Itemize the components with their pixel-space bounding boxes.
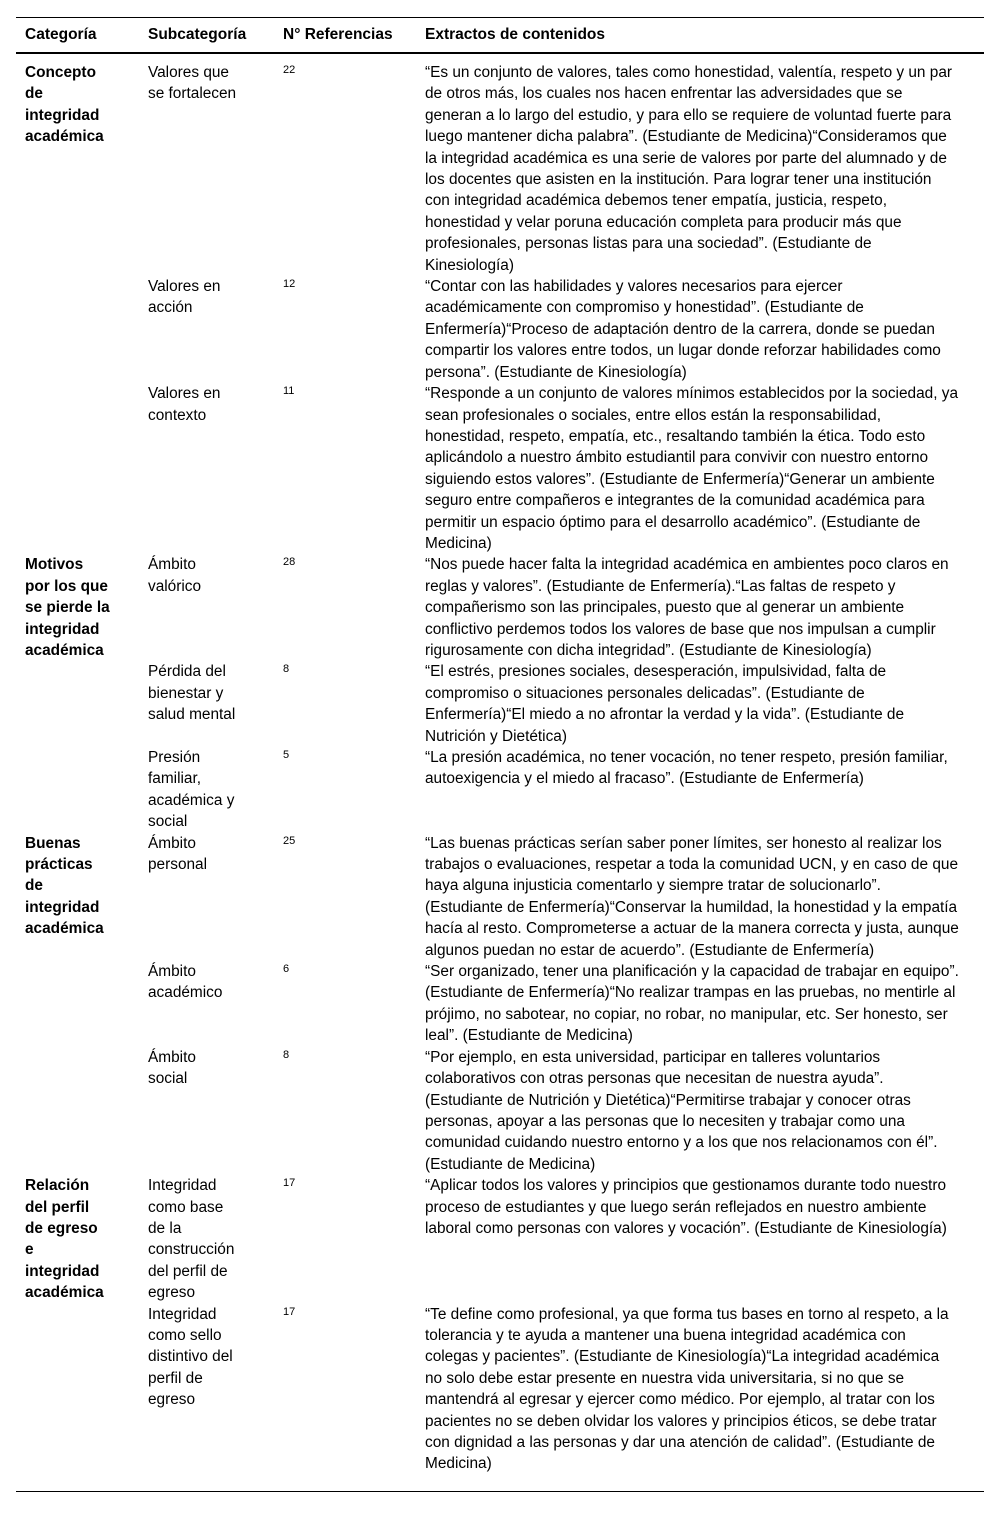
category-cell: Buenas prácticas de integridad académica bbox=[25, 834, 104, 938]
category-cell bbox=[16, 961, 148, 1047]
references-cell bbox=[283, 383, 425, 554]
references-cell bbox=[283, 661, 425, 747]
subcategory-cell: Ámbito valórico bbox=[148, 556, 202, 595]
table-row bbox=[16, 833, 984, 961]
subcategory-cell: Valores en acción bbox=[148, 278, 221, 317]
references-cell bbox=[283, 276, 425, 383]
table-header bbox=[16, 18, 984, 54]
category-cell bbox=[16, 276, 148, 383]
subcategory-cell: Ámbito académico bbox=[148, 963, 223, 1002]
extract-cell: “Te define como profesional, ya que forma tus bases en torno al respeto, a la tolerancia y te ayuda a mantener una buena integridad académica con colegas y pacientes”. (Estudiante de Kinesiología)“La integridad académica no solo debe estar presente en nuestra vida universitaria, si no que se mantendrá al egresar y ejercer como médico. Por ejemplo, al tratar con los pacientes no se deben olvidar los valores y principios éticos, se debe tratar con dignidad a las personas y dar una atención de calidad”. (Estudiante de Medicina) bbox=[425, 1305, 949, 1473]
subcategory-cell: Integridad como base de la construcción del perfil de egreso bbox=[148, 1177, 235, 1302]
reference-count: 11 bbox=[283, 385, 295, 398]
reference-count: 5 bbox=[283, 749, 290, 761]
col-header-extractos: Extractos de contenidos bbox=[425, 18, 984, 54]
col-header-referencias: N° Referencias bbox=[283, 18, 425, 54]
references-cell bbox=[283, 1047, 425, 1175]
extract-cell: “Nos puede hacer falta la integridad académica en ambientes poco claros en reglas y valores”. (Estudiante de Enfermería).“Las faltas de respeto y compañerismo son las principales, puesto que al generar un ambiente conflictivo perdemos todos los valores de base que nos impulsan a cumplir rigurosamente con dicha integridad”. (Estudiante de Kinesiología) bbox=[425, 556, 949, 659]
extract-cell: “Responde a un conjunto de valores mínimos establecidos por la sociedad, ya sean profesionales o sociales, entre ellos están la responsabilidad, honestidad, respeto, empatía, etc., resaltando también la ética. Todo esto aplicándolo a nuestro ámbito estudiantil para convivir con nuestro entorno siguiendo estos valores”. (Estudiante de Enfermería)“Generar un ambiente seguro entre compañeros e integrantes de la comunidad académica para permitir un espacio óptimo para el desarrollo académico”. (Estudiante de Medicina) bbox=[425, 385, 958, 552]
header-row bbox=[16, 18, 984, 54]
category-cell bbox=[16, 747, 148, 833]
subcategory-cell: Ámbito personal bbox=[148, 834, 208, 874]
category-cell: Motivos por los que se pierde la integridad académica bbox=[25, 556, 110, 659]
col-header-subcategoria: Subcategoría bbox=[148, 18, 283, 54]
references-cell bbox=[283, 554, 425, 661]
table-row bbox=[16, 1047, 984, 1175]
subcategory-cell: Valores que se fortalecen bbox=[148, 64, 237, 103]
subcategory-cell: Ámbito social bbox=[148, 1048, 196, 1088]
table-body bbox=[16, 53, 984, 1491]
category-cell bbox=[16, 383, 148, 554]
subcategory-cell: Integridad como sello distintivo del perfil de egreso bbox=[148, 1305, 233, 1409]
references-cell bbox=[283, 1304, 425, 1492]
col-header-categoria: Categoría bbox=[16, 18, 148, 54]
category-cell: Concepto de integridad académica bbox=[25, 64, 104, 146]
subcategory-cell: Pérdida del bienestar y salud mental bbox=[148, 663, 236, 724]
table-row bbox=[16, 1175, 984, 1303]
reference-count: 25 bbox=[283, 834, 296, 847]
reference-count: 8 bbox=[283, 1048, 290, 1061]
table-row bbox=[16, 961, 984, 1047]
extract-cell: “Ser organizado, tener una planificación y la capacidad de trabajar en equipo”. (Estudiante de Enfermería)“No realizar trampas en las pruebas, no mentirle al prójimo, no sabotear, no copiar, no robar, no manipular, etc. Ser honesto, ser leal”. (Estudiante de Medicina) bbox=[425, 963, 959, 1045]
references-cell bbox=[283, 1175, 425, 1303]
table-row bbox=[16, 747, 984, 833]
table-row bbox=[16, 383, 984, 554]
extract-cell: “Contar con las habilidades y valores necesarios para ejercer académicamente con compromiso y honestidad”. (Estudiante de Enfermería)“Proceso de adaptación dentro de la carrera, donde se puedan compartir los valores entre todos, un lugar donde reforzar habilidades como persona”. (Estudiante de Kinesiología) bbox=[425, 278, 941, 381]
extract-cell: “Por ejemplo, en esta universidad, participar en talleres voluntarios colaborativos con otras personas que necesitan de nuestra ayuda”. (Estudiante de Nutrición y Dietética)“Permitirse trabajar y conocer otras personas, apoyar a las personas que lo necesiten y trabajar como una comunidad cuidando nuestro entorno y a los que nos relacionamos con él”. (Estudiante de Medicina) bbox=[425, 1048, 938, 1173]
reference-count: 17 bbox=[283, 1305, 296, 1318]
table-row bbox=[16, 53, 984, 276]
references-cell bbox=[283, 961, 425, 1047]
extract-cell: “Aplicar todos los valores y principios que gestionamos durante todo nuestro proceso de estudiantes y que luego serán reflejados en nuestro ambiente laboral como personas con valores y vocación”. (Estudiante de Kinesiología) bbox=[425, 1177, 947, 1237]
references-cell bbox=[283, 747, 425, 833]
references-cell bbox=[283, 833, 425, 961]
reference-count: 22 bbox=[283, 64, 296, 76]
table-row bbox=[16, 276, 984, 383]
extract-cell: “Es un conjunto de valores, tales como honestidad, valentía, respeto y un par de otros más, los cuales nos hacen enfrentar las adversidades que se generan a lo largo del estudio, y para ello se requiere de voluntad fuerte para luego mantener dicha palabra”. (Estudiante de Medicina)“Consideramos que la integridad académica es una serie de valores por parte del alumnado y de los docentes que asisten en la institución. Para lograr tener una institución con integridad académica debemos tener empatía, justicia, respeto, honestidad y velar poruna educación completa para producir más que profesionales, personas listas para una sociedad”. (Estudiante de Kinesiología) bbox=[425, 64, 953, 274]
subcategory-cell: Presión familiar, académica y social bbox=[148, 749, 235, 831]
reference-count: 12 bbox=[283, 278, 296, 291]
extract-cell: “El estrés, presiones sociales, desesperación, impulsividad, falta de compromiso o situaciones personales delicadas”. (Estudiante de Enfermería)“El miedo a no afrontar la verdad y la vida”. (Estudiante de Nutrición y Dietética) bbox=[425, 663, 905, 745]
references-cell bbox=[283, 53, 425, 276]
table-row bbox=[16, 554, 984, 661]
category-cell bbox=[16, 661, 148, 747]
extract-cell: “Las buenas prácticas serían saber poner límites, ser honesto al realizar los trabajos o evaluaciones, respetar a toda la comunidad UCN, y en caso de que haya alguna injusticia comentarlo y siempre tratar de solucionarlo”. (Estudiante de Enfermería)“Conservar la humildad, la honestidad y la empatía hacía al resto. Comprometerse a actuar de la manera correcta y justa, aunque algunos puedan no estar de acuerdo”. (Estudiante de Enfermería) bbox=[425, 834, 959, 959]
table-row bbox=[16, 661, 984, 747]
reference-count: 8 bbox=[283, 663, 290, 676]
category-cell bbox=[16, 1047, 148, 1175]
subcategory-cell: Valores en contexto bbox=[148, 385, 221, 424]
table-row bbox=[16, 1304, 984, 1492]
extract-cell: “La presión académica, no tener vocación, no tener respeto, presión familiar, autoexigencia y el miedo al fracaso”. (Estudiante de Enfermería) bbox=[425, 749, 948, 788]
category-cell bbox=[16, 1304, 148, 1492]
reference-count: 6 bbox=[283, 963, 290, 976]
category-cell: Relación del perfil de egreso e integridad académica bbox=[25, 1177, 104, 1302]
content-analysis-table bbox=[16, 17, 984, 1492]
reference-count: 28 bbox=[283, 556, 296, 569]
reference-count: 17 bbox=[283, 1177, 296, 1190]
